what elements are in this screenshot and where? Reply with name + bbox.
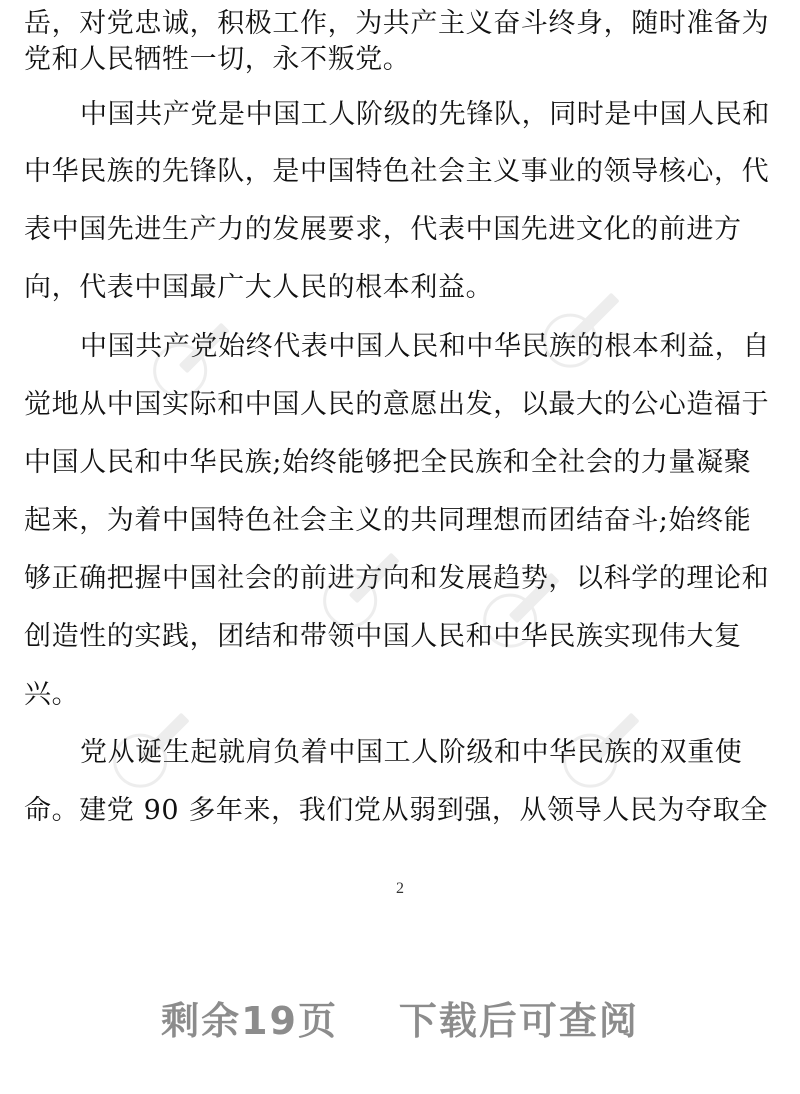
paragraph-first-line: 中国共产党是中国工人阶级的先锋队，同时是中国人民和 — [80, 99, 770, 130]
text-line: 命。建党 90 多年来，我们党从弱到强，从领导人民为夺取全 — [24, 795, 768, 826]
text-line: 兴。 — [24, 679, 80, 710]
paragraph-first-line: 党从诞生起就肩负着中国工人阶级和中华民族的双重使 — [80, 737, 743, 768]
text-line: 中华民族的先锋队，是中国特色社会主义事业的领导核心，代 — [24, 156, 770, 187]
text-line: 表中国先进生产力的发展要求，代表中国先进文化的前进方 — [24, 214, 742, 245]
text-line: 党和人民牺牲一切，永不叛党。 — [24, 44, 411, 75]
text-line: 觉地从中国实际和中国人民的意愿出发，以最大的公心造福于 — [24, 389, 770, 420]
text-line: 岳，对党忠诚，积极工作，为共产主义奋斗终身，随时准备为 — [24, 8, 770, 39]
remaining-pages-banner[interactable]: 剩余19页 下载后可查阅 — [161, 999, 639, 1043]
text-line: 起来，为着中国特色社会主义的共同理想而团结奋斗;始终能 — [24, 505, 752, 536]
text-line: 向，代表中国最广大人民的根本利益。 — [24, 272, 494, 303]
text-line: 中国人民和中华民族;始终能够把全民族和全社会的力量凝聚 — [24, 447, 752, 478]
text-line: 创造性的实践，团结和带领中国人民和中华民族实现伟大复 — [24, 621, 742, 652]
text-line: 够正确把握中国社会的前进方向和发展趋势，以科学的理论和 — [24, 563, 770, 594]
paragraph-first-line: 中国共产党始终代表中国人民和中华民族的根本利益，自 — [80, 331, 770, 362]
page-number: 2 — [396, 880, 404, 897]
